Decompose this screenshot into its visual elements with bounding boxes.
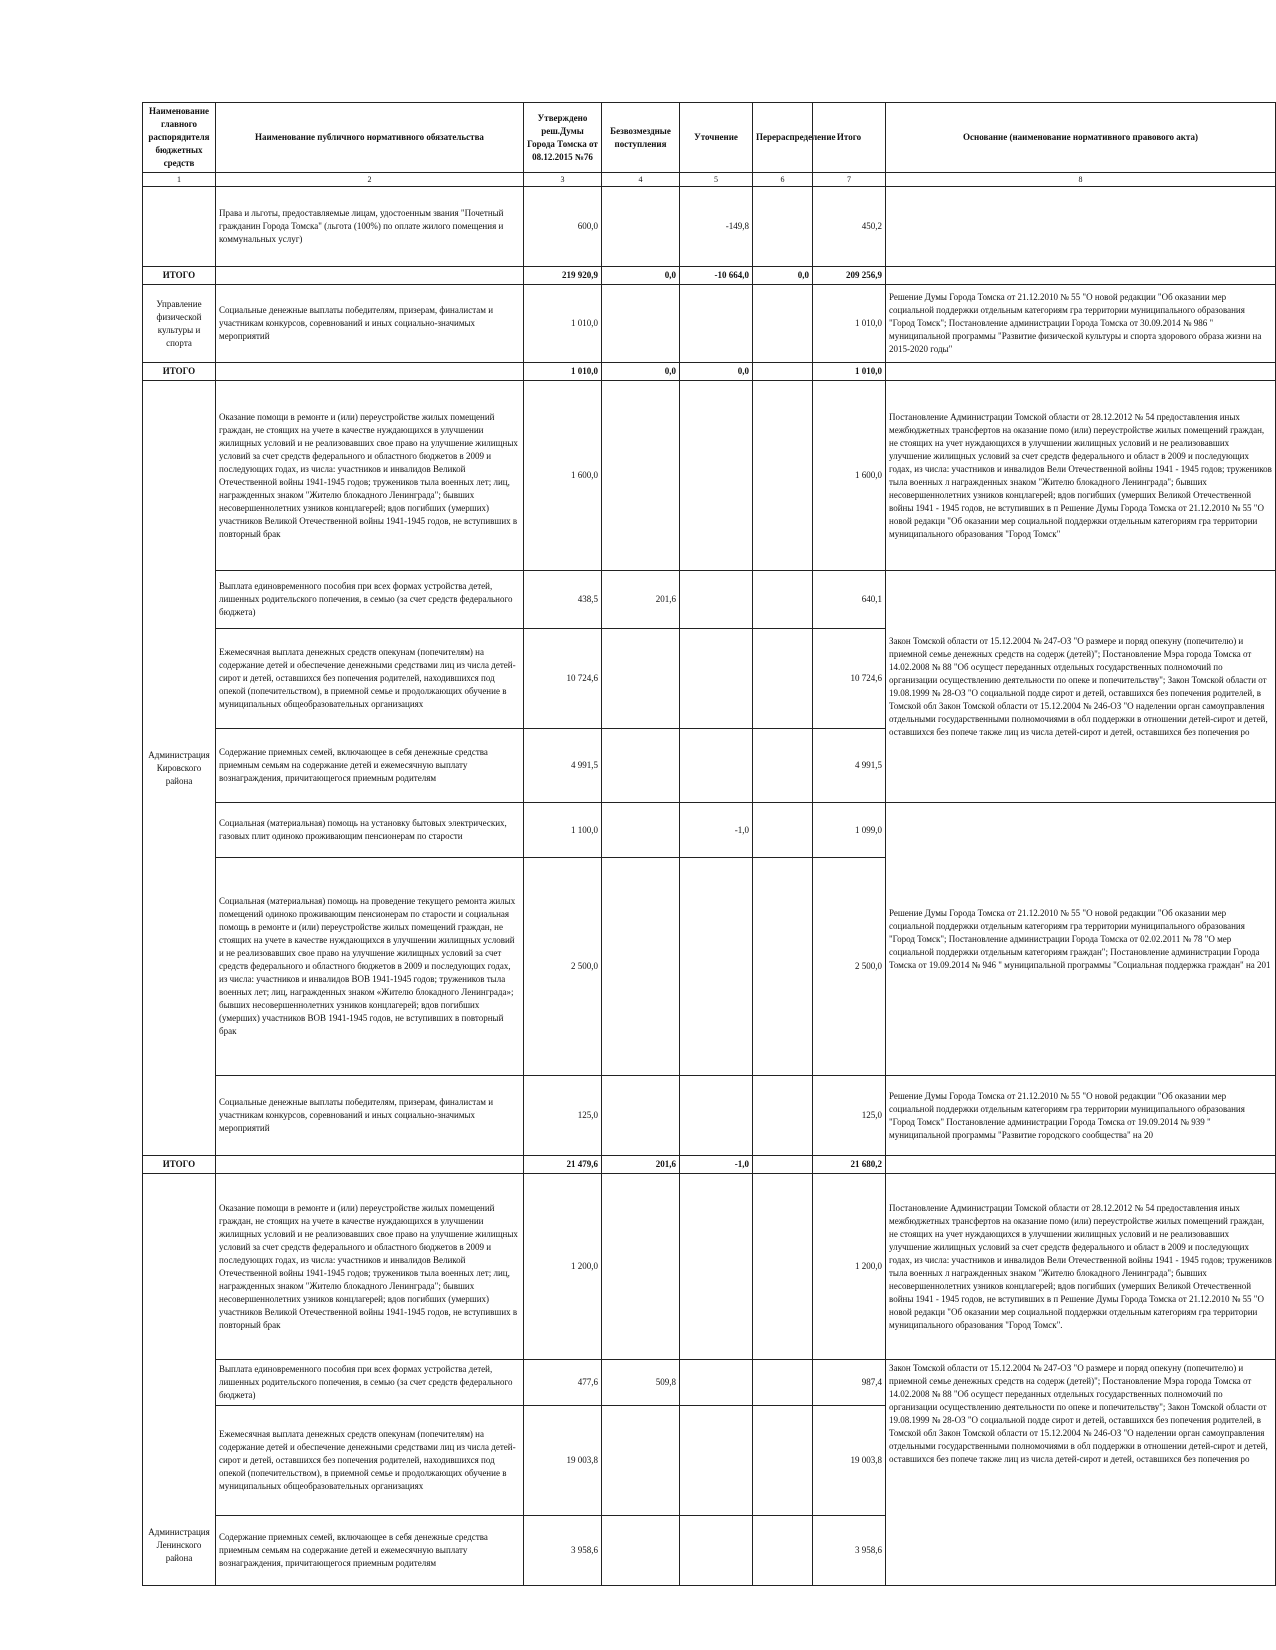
total-value: 4 991,5 [813,729,886,803]
total-row [143,363,1276,381]
clarify-value: -10 664,0 [680,267,753,285]
total-value: 1 200,0 [813,1174,886,1360]
table-row [143,803,1276,858]
col-num: 6 [753,173,813,187]
total-value: 125,0 [813,1076,886,1156]
obligation-name: Права и льготы, предоставляемые лицам, удостоенным звания "Почетный гражданин Города Томска" (льгота (100%) по оплате жилого помещения и коммунальных услуг) [216,187,524,267]
approved-value: 1 200,0 [524,1174,602,1360]
approved-value: 1 100,0 [524,803,602,858]
legal-basis: Закон Томской области от 15.12.2004 № 247-ОЗ "О размере и поряд опекуну (попечителю) и приемной семье денежных средств на содерж (детей)"; Постановление Мэра города Томска от 14.02.2008 № 88 "Об осущест переданных отдельных государственных полномочий по организации осуществлению деятельности по опеке и попечительству"; Закон Томской области от 19.08.1999 № 28-ОЗ "О социальной подде сирот и детей, оставшихся без попечения родителей, в Томской обл Закон Томской области от 15.12.2004 № 246-ОЗ "О наделении орган самоуправления отдельными государственными полномочиями в обл поддержки в отношении детей-сирот и детей, оставшихся без попече также лиц из числа детей-сирот и детей, оставшихся без попечения ро [886,1360,1276,1586]
header-c4: Безвозмездные поступления [602,103,680,173]
header-c1: Наименование главного распорядителя бюджетных средств [143,103,216,173]
obligation-name: Социальная (материальная) помощь на установку бытовых электрических, газовых плит одиноко проживающим пенсионерам по старости [216,803,524,858]
obligation-name: Социальные денежные выплаты победителям, призерам, финалистам и участникам конкурсов, соревнований и иных социально-значимых мероприятий [216,1076,524,1156]
table-row [143,1360,1276,1406]
col-num: 3 [524,173,602,187]
col-num: 8 [886,173,1276,187]
obligation-name: Оказание помощи в ремонте и (или) переустройстве жилых помещений граждан, не стоящих на учете в качестве нуждающихся в улучшении жилищных условий и не реализовавших свое право на улучшение жилищных условий за счет средств федерального и областного бюджетов в 2009 и последующих годах, из числа: участников и инвалидов Великой Отечественной войны 1941-1945 годов; тружеников тыла военных лет; лиц, награжденных знаком "Жителю блокадного Ленинграда"; бывших несовершеннолетних узников концлагерей; вдов погибших (умерших) участников Великой Отечественной войны 1941-1945 годов, не вступивших в повторный брак [216,381,524,571]
obligation-name: Содержание приемных семей, включающее в себя денежные средства приемным семьям на содержание детей и ежемесячную выплату вознаграждения, причитающегося приемным родителям [216,1516,524,1586]
total-value: 3 958,6 [813,1516,886,1586]
total-label: ИТОГО [143,267,216,285]
obligation-name: Выплата единовременного пособия при всех формах устройства детей, лишенных родительского попечения, в семью (за счет средств федерального бюджета) [216,571,524,629]
approved-value: 125,0 [524,1076,602,1156]
approved-value: 1 600,0 [524,381,602,571]
total-value: 1 010,0 [813,363,886,381]
total-value: 1 099,0 [813,803,886,858]
header-c8: Основание (наименование нормативного правового акта) [886,103,1276,173]
clarify-value: -149,8 [680,187,753,267]
total-value: 640,1 [813,571,886,629]
approved-value: 10 724,6 [524,629,602,729]
header-c6: Перераспределение [753,103,813,173]
header-row [143,103,1276,173]
budget-table [142,102,1276,1586]
approved-value: 2 500,0 [524,858,602,1076]
approved-value: 21 479,6 [524,1156,602,1174]
approved-value: 1 010,0 [524,363,602,381]
legal-basis: Постановление Администрации Томской области от 28.12.2012 № 54 предоставления иных межбюджетных трансфертов на оказание помо (или) переустройстве жилых помещений граждан, не стоящих на учет нуждающихся в улучшении жилищных условий и не реализовавших улучшение жилищных условий за счет средств федерального и област в 2009 и последующих годах, из числа: участников и инвалидов Вели Отечественной войны 1941 - 1945 годов; тружеников тыла военных л награжденных знаком "Жителю блокадного Ленинграда"; бывших несовершеннолетних узников концлагерей; вдов погибших (умерших Великой Отечественной войны 1941 - 1945 годов, не вступивших в п Решение Думы Города Томска от 21.12.2010 № 55 "О новой редакци "Об оказании мер социальной поддержки отдельным категориям гра территории муниципального образования "Город Томск". [886,1174,1276,1360]
table-row [143,187,1276,267]
obligation-name: Социальная (материальная) помощь на проведение текущего ремонта жилых помещений одиноко проживающим пенсионерам по старости и социальная помощь в ремонте и (или) переустройстве жилых помещений граждан, не стоящих на учете в качестве нуждающихся в улучшении жилищных условий и не реализовавших свое право на улучшение жилищных условий за счет средств федерального и областного бюджетов в 2009 и последующих годах, из числа: участников и инвалидов ВОВ 1941-1945 годов; тружеников тыла военных лет; лиц, награжденных знаком «Жителю блокадного Ленинграда»; бывших несовершеннолетних узников концлагерей; вдов погибших (умерших) участников ВОВ 1941-1945 годов, не вступивших в повторный брак [216,858,524,1076]
table-row [143,1076,1276,1156]
total-value: 1 010,0 [813,285,886,363]
obligation-name: Оказание помощи в ремонте и (или) переустройстве жилых помещений граждан, не стоящих на учете в качестве нуждающихся в улучшении жилищных условий и не реализовавших свое право на улучшение жилищных условий за счет средств федерального и областного бюджетов в 2009 и последующих годах, из числа: участников и инвалидов Великой Отечественной войны 1941-1945 годов; тружеников тыла военных лет; лиц, награжденных знаком "Жителю блокадного Ленинграда"; бывших несовершеннолетних узников концлагерей; вдов погибших (умерших) участников Великой Отечественной войны 1941-1945 годов, не вступивших в повторный брак [216,1174,524,1360]
col-num: 7 [813,173,886,187]
budget-holder: Управление физической культуры и спорта [143,285,216,363]
free-value: 0,0 [602,363,680,381]
approved-value: 477,6 [524,1360,602,1406]
obligation-name: Выплата единовременного пособия при всех формах устройства детей, лишенных родительского попечения, в семью (за счет средств федерального бюджета) [216,1360,524,1406]
table-row [143,285,1276,363]
free-value: 0,0 [602,267,680,285]
budget-holder: Администрация Кировского района [143,381,216,1156]
approved-value: 600,0 [524,187,602,267]
header-c7: Итого [813,103,886,173]
approved-value: 1 010,0 [524,285,602,363]
approved-value: 3 958,6 [524,1516,602,1586]
obligation-name: Ежемесячная выплата денежных средств опекунам (попечителям) на содержание детей и обеспечение денежными средствами лиц из числа детей-сирот и детей, оставшихся без попечения родителей, находившихся под опекой (попечительством), в приемной семье и продолжающих обучение в муниципальных общеобразовательных организациях [216,1406,524,1516]
total-row [143,1156,1276,1174]
clarify-value: -1,0 [680,1156,753,1174]
legal-basis: Решение Думы Города Томска от 21.12.2010 № 55 "О новой редакции "Об оказании мер социальной поддержки отдельным категориям гра территории муниципального образования "Город Томск"; Постановление администрации Города Томска от 30.09.2014 № 986 " муниципальной программы "Развитие физической культуры и спорта здорового образа жизни на 2015-2020 годы" [886,285,1276,363]
col-num: 2 [216,173,524,187]
col-num: 5 [680,173,753,187]
table-row [143,571,1276,629]
legal-basis: Постановление Администрации Томской области от 28.12.2012 № 54 предоставления иных межбюджетных трансфертов на оказание помо (или) переустройстве жилых помещений граждан, не стоящих на учет нуждающихся в улучшении жилищных условий и не реализовавших улучшение жилищных условий за счет средств федерального и област в 2009 и последующих годах, из числа: участников и инвалидов Вели Отечественной войны 1941 - 1945 годов; тружеников тыла военных л награжденных знаком "Жителю блокадного Ленинграда"; бывших несовершеннолетних узников концлагерей; вдов погибших (умерших Великой Отечественной войны 1941 - 1945 годов, не вступивших в п Решение Думы Города Томска от 21.12.2010 № 55 "О новой редакци "Об оказании мер социальной поддержки отдельным категориям гра территории муниципального образования "Город Томск" [886,381,1276,571]
legal-basis: Решение Думы Города Томска от 21.12.2010 № 55 "О новой редакции "Об оказании мер социальной поддержки отдельным категориям гра территории муниципального образования "Город Томск" Постановление администрации Города Томска от 19.09.2014 № 939 " муниципальной программы "Развитие городского сообщества" на 20 [886,1076,1276,1156]
col-num: 1 [143,173,216,187]
legal-basis: Решение Думы Города Томска от 21.12.2010 № 55 "О новой редакции "Об оказании мер социальной поддержки отдельным категориям гра территории муниципального образования "Город Томск"; Постановление администрации Города Томска от 02.02.2011 № 78 "О мер социальной поддержки отдельным категориям граждан"; Постановление администрации Города Томска от 19.09.2014 № 946 " муниципальной программы "Социальная поддержка граждан" на 201 [886,803,1276,1076]
approved-value: 19 003,8 [524,1406,602,1516]
table-row [143,1174,1276,1360]
total-value: 19 003,8 [813,1406,886,1516]
total-value: 450,2 [813,187,886,267]
total-value: 209 256,9 [813,267,886,285]
column-number-row [143,173,1276,187]
total-label: ИТОГО [143,363,216,381]
clarify-value: -1,0 [680,803,753,858]
total-value: 1 600,0 [813,381,886,571]
total-row [143,267,1276,285]
free-value: 509,8 [602,1360,680,1406]
legal-basis: Закон Томской области от 15.12.2004 № 247-ОЗ "О размере и поряд опекуну (попечителю) и приемной семье денежных средств на содерж (детей)"; Постановление Мэра города Томска от 14.02.2008 № 88 "Об осущест переданных отдельных государственных полномочий по организации осуществлению деятельности по опеке и попечительству"; Закон Томской области от 19.08.1999 № 28-ОЗ "О социальной подде сирот и детей, оставшихся без попечения родителей, в Томской обл Закон Томской области от 15.12.2004 № 246-ОЗ "О наделении орган самоуправления отдельными государственными полномочиями в обл поддержки в отношении детей-сирот и детей, оставшихся без попече также лиц из числа детей-сирот и детей, оставшихся без попечения ро [886,571,1276,803]
free-value: 201,6 [602,1156,680,1174]
header-c5: Уточнение [680,103,753,173]
obligation-name: Ежемесячная выплата денежных средств опекунам (попечителям) на содержание детей и обеспечение денежными средствами лиц из числа детей-сирот и детей, оставшихся без попечения родителей, находившихся под опекой (попечительством), в приемной семье и продолжающих обучение в муниципальных общеобразовательных организациях [216,629,524,729]
budget-holder: Администрация Ленинского района [143,1174,216,1586]
obligation-name: Содержание приемных семей, включающее в себя денежные средства приемным семьям на содержание детей и ежемесячную выплату вознаграждения, причитающегося приемным родителям [216,729,524,803]
approved-value: 219 920,9 [524,267,602,285]
header-c3: Утверждено реш.Думы Города Томска от 08.12.2015 №76 [524,103,602,173]
col-num: 4 [602,173,680,187]
total-value: 987,4 [813,1360,886,1406]
free-value: 201,6 [602,571,680,629]
obligation-name: Социальные денежные выплаты победителям, призерам, финалистам и участникам конкурсов, соревнований и иных социально-значимых мероприятий [216,285,524,363]
total-value: 2 500,0 [813,858,886,1076]
header-c2: Наименование публичного нормативного обязательства [216,103,524,173]
table-row [143,381,1276,571]
total-label: ИТОГО [143,1156,216,1174]
total-value: 21 680,2 [813,1156,886,1174]
total-value: 10 724,6 [813,629,886,729]
approved-value: 438,5 [524,571,602,629]
redistr-value: 0,0 [753,267,813,285]
approved-value: 4 991,5 [524,729,602,803]
clarify-value: 0,0 [680,363,753,381]
